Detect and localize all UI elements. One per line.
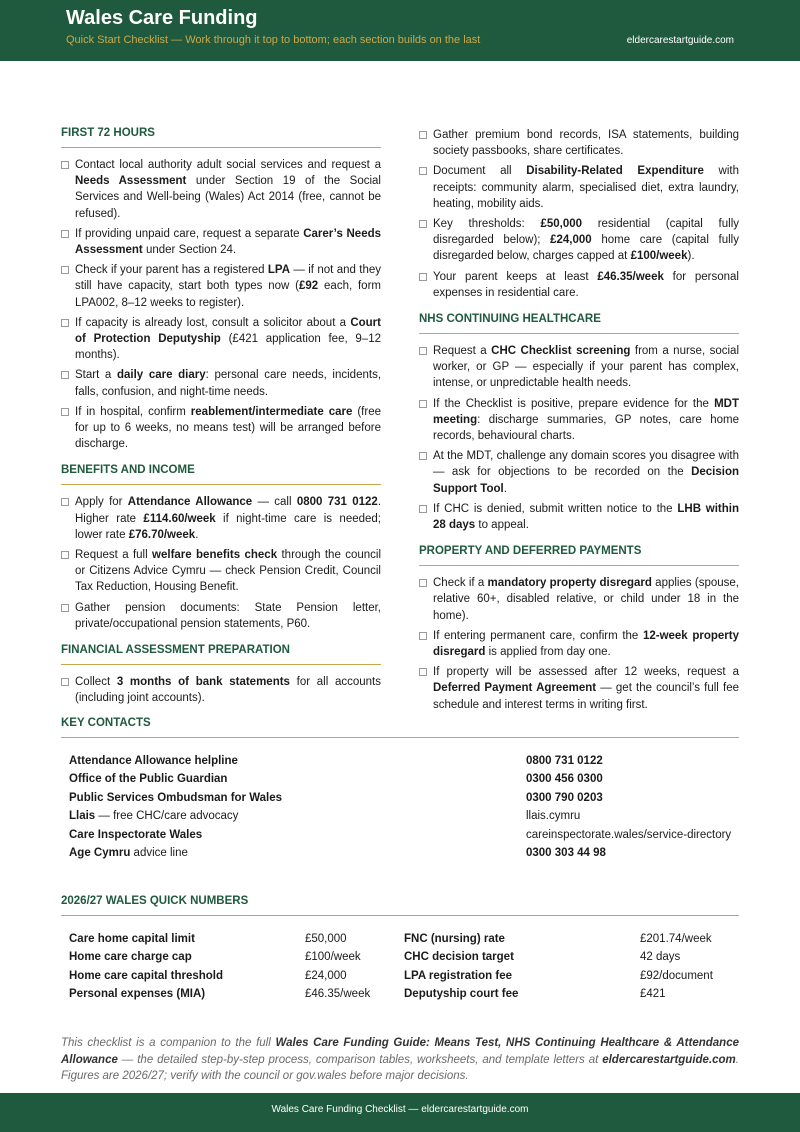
checkbox-icon[interactable] xyxy=(419,400,427,408)
item-emphasis: CHC Checklist screening xyxy=(491,345,631,358)
footnote xyxy=(61,1035,739,1085)
checklist-section xyxy=(419,545,739,713)
item-emphasis: reablement/intermediate care xyxy=(190,405,353,418)
contact-name xyxy=(69,770,526,788)
item-text: If providing unpaid care, request a separate xyxy=(75,227,304,240)
item-emphasis: LPA xyxy=(267,264,291,277)
item-emphasis: welfare benefits check xyxy=(152,549,278,562)
quick-number-label: Home care charge cap xyxy=(69,951,192,964)
item-text: applies (spouse, relative 60+, disabled relative, or child under 18 in the home). xyxy=(433,577,740,622)
checkbox-icon[interactable] xyxy=(61,319,69,327)
item-text: At the MDT, challenge any domain scores you disagree with — ask for objections to be recorded on the xyxy=(433,450,739,479)
quick-number-value: £201.74/week xyxy=(640,933,712,945)
contact-note: — free CHC/care advocacy xyxy=(95,810,239,823)
checklist-section xyxy=(419,313,739,533)
item-text: Gather premium bond records, ISA statements, building society passbooks, share certificates. xyxy=(433,129,739,158)
contact-value[interactable]: 0800 731 0122 xyxy=(526,755,603,767)
item-text: home care (capital fully disregarded below, charges capped at xyxy=(433,234,739,263)
item-text: for all accounts (including joint accounts). xyxy=(75,676,381,705)
checkbox-icon[interactable] xyxy=(419,220,427,228)
item-text: ). xyxy=(687,250,695,263)
checklist-item xyxy=(419,396,739,445)
item-text: (free for up to 6 weeks, no means test) will be arranged before discharge. xyxy=(75,405,381,451)
quick-number-value: 42 days xyxy=(640,951,681,964)
contact-row xyxy=(61,807,739,825)
checkbox-icon[interactable] xyxy=(419,452,427,460)
item-text: : discharge summaries, GP notes, care home records, behavioural charts. xyxy=(433,413,739,443)
quick-number-label: Home care capital threshold xyxy=(69,969,224,982)
item-text: : personal care needs, incidents, falls, confusion, and night-time needs. xyxy=(75,369,382,398)
item-text: — if not and they still have capacity, start both types now ( xyxy=(75,264,381,293)
item-text: each, form LPA002, 8–12 weeks to register). xyxy=(75,280,381,309)
checkbox-icon[interactable] xyxy=(419,668,427,676)
quick-numbers-left xyxy=(69,930,404,1004)
section-heading: FIRST 72 HOURS xyxy=(61,127,381,148)
checklist-item xyxy=(61,262,381,311)
contact-name xyxy=(69,826,526,844)
section-heading: PROPERTY AND DEFERRED PAYMENTS xyxy=(419,545,739,566)
checklist-item xyxy=(61,494,381,543)
item-text: under Section 24. xyxy=(142,244,237,257)
item-text: Apply for xyxy=(75,496,128,509)
item-emphasis: Deferred Payment Agreement xyxy=(433,682,597,695)
quick-number-value: £421 xyxy=(640,988,666,1001)
item-text: through the council or Citizens Advice Cymru — check Pension Credit, Council Tax Reduction, Housing Benefit. xyxy=(75,549,381,594)
item-text: — get the council’s full fee schedule and interest terms in writing first. xyxy=(433,682,739,711)
checklist-item xyxy=(419,575,739,624)
item-emphasis: Court of Protection Deputyship xyxy=(75,316,381,346)
page-header xyxy=(0,0,800,61)
contact-value[interactable]: 0300 790 0203 xyxy=(526,791,603,804)
checkbox-icon[interactable] xyxy=(419,505,427,513)
item-text: . xyxy=(195,528,199,541)
contact-row xyxy=(61,770,739,788)
checklist-item xyxy=(419,664,739,713)
item-emphasis: LHB within 28 days xyxy=(433,502,740,532)
item-emphasis: Decision Support Tool xyxy=(433,466,739,495)
page-footer xyxy=(0,1093,800,1132)
quick-number-label: Personal expenses (MIA) xyxy=(69,988,206,1001)
checkbox-icon[interactable] xyxy=(61,408,69,416)
item-text: If entering permanent care, confirm the xyxy=(433,629,643,642)
quick-number-value: £92/document xyxy=(640,969,713,982)
checklist-item xyxy=(61,674,381,706)
item-emphasis: £76.70/week xyxy=(128,528,196,541)
checklist-item xyxy=(61,404,381,453)
item-emphasis: Disability-Related Expenditure xyxy=(526,165,704,178)
quick-number-value: £100/week xyxy=(305,951,361,964)
quick-numbers-section xyxy=(61,895,739,1004)
item-text: Check if your parent has a registered xyxy=(75,264,268,277)
quick-number-value: £46.35/week xyxy=(305,988,371,1001)
item-emphasis: £24,000 xyxy=(550,234,592,247)
section-heading: FINANCIAL ASSESSMENT PREPARATION xyxy=(61,644,381,665)
checkbox-icon[interactable] xyxy=(419,273,427,281)
checklist-section xyxy=(61,644,381,706)
contact-row xyxy=(61,789,739,807)
checklist-item xyxy=(419,269,739,301)
item-emphasis: 12-week property disregard xyxy=(433,629,739,659)
contact-row xyxy=(61,826,739,844)
checkbox-icon[interactable] xyxy=(61,551,69,559)
item-emphasis: £100/week xyxy=(630,250,688,263)
quick-number-row xyxy=(69,967,404,985)
contact-note: advice line xyxy=(130,847,188,860)
quick-number-label: FNC (nursing) rate xyxy=(404,933,505,945)
item-emphasis: 0800 731 0122 xyxy=(296,496,378,509)
contact-name xyxy=(69,807,526,825)
item-text: Request a xyxy=(433,345,492,358)
checklist-item xyxy=(61,600,381,632)
quick-numbers-right xyxy=(404,930,739,1004)
item-text: Document all xyxy=(433,165,527,178)
item-emphasis: mandatory property disregard xyxy=(487,577,652,590)
item-emphasis: Attendance Allowance xyxy=(127,496,253,509)
quick-number-row xyxy=(69,948,404,966)
item-text: If property will be assessed after 12 weeks, request a xyxy=(433,666,739,679)
item-text: If capacity is already lost, consult a solicitor about a xyxy=(75,316,351,329)
checkbox-icon[interactable] xyxy=(61,161,69,169)
footnote-text: This checklist is a companion to the full xyxy=(61,1037,276,1049)
checklist-item xyxy=(419,163,739,212)
contact-name xyxy=(69,752,526,770)
page-title: Wales Care Funding xyxy=(66,7,258,29)
checklist-item xyxy=(61,157,381,222)
checkbox-icon[interactable] xyxy=(419,347,427,355)
footnote-text: . Figures are 2026/27; verify with the council or gov.wales before major decisions. xyxy=(61,1053,739,1083)
quick-number-row xyxy=(404,985,739,1003)
item-text: (£421 application fee, 9–12 months). xyxy=(75,333,381,362)
item-emphasis: £50,000 xyxy=(540,218,583,231)
quick-number-row xyxy=(69,930,404,948)
contact-value[interactable]: llais.cymru xyxy=(526,810,581,823)
header-site-link[interactable]: eldercarestartguide.com xyxy=(626,35,734,46)
checklist-section xyxy=(61,127,381,452)
checklist-item xyxy=(419,127,739,159)
footnote-text: — the detailed step-by-step process, comparison tables, worksheets, and template letters at xyxy=(117,1053,603,1066)
quick-number-row xyxy=(404,948,739,966)
key-contacts-section xyxy=(61,717,739,862)
item-text: Gather pension documents: State Pension letter, private/occupational pension statements, P60. xyxy=(75,601,381,630)
checkbox-icon[interactable] xyxy=(419,131,427,139)
item-text: If CHC is denied, submit written notice to the xyxy=(433,502,678,515)
item-text: Contact local authority adult social services and request a xyxy=(75,159,381,171)
section-heading: KEY CONTACTS xyxy=(61,717,739,738)
contact-name xyxy=(69,844,526,862)
contacts-table xyxy=(61,752,739,862)
contact-name-text: Public Services Ombudsman for Wales xyxy=(69,791,283,804)
item-text: Key thresholds: xyxy=(433,218,541,231)
quick-number-label: Deputyship court fee xyxy=(404,988,519,1001)
item-emphasis: £92 xyxy=(299,280,319,293)
item-text: with receipts: community alarm, specialised diet, extra laundry, heating, mobility aids. xyxy=(433,165,739,210)
checkbox-icon[interactable] xyxy=(61,230,69,238)
item-text: Your parent keeps at least xyxy=(433,270,598,283)
contact-value[interactable]: careinspectorate.wales/service-directory xyxy=(526,828,732,841)
guide-title: Wales Care Funding Guide: Means Test, NHS Continuing Healthcare & Attendance Allowance xyxy=(61,1037,740,1066)
contact-row xyxy=(61,752,739,770)
checklist-right-column xyxy=(419,127,739,725)
page-subtitle: Quick Start Checklist — Work through it top to bottom; each section builds on the last xyxy=(66,34,481,46)
checkbox-icon[interactable] xyxy=(61,678,69,686)
checklist-item xyxy=(419,343,739,392)
checkbox-icon[interactable] xyxy=(61,498,69,506)
item-emphasis: Needs Assessment xyxy=(75,175,187,188)
checkbox-icon[interactable] xyxy=(61,604,69,612)
checklist-item xyxy=(61,367,381,399)
quick-number-row xyxy=(404,930,739,948)
contact-name-text: Llais xyxy=(69,810,96,823)
quick-number-label: Care home capital limit xyxy=(69,933,195,945)
quick-number-value: £24,000 xyxy=(305,969,347,982)
item-emphasis: £46.35/week xyxy=(597,270,664,283)
item-text: to appeal. xyxy=(475,519,529,532)
quick-number-row xyxy=(404,967,739,985)
quick-numbers-table xyxy=(61,930,739,1004)
checklist-item xyxy=(419,448,739,497)
checklist-item xyxy=(61,547,381,596)
contact-name-text: Office of the Public Guardian xyxy=(69,773,228,786)
item-emphasis: £114.60/week xyxy=(143,512,216,525)
footer-text: Wales Care Funding Checklist — eldercarestartguide.com xyxy=(271,1104,529,1115)
contact-row xyxy=(61,844,739,862)
item-text: If the Checklist is positive, prepare evidence for the xyxy=(433,397,715,410)
checklist-item xyxy=(419,501,739,533)
contact-name-text: Care Inspectorate Wales xyxy=(69,828,203,841)
section-heading: BENEFITS AND INCOME xyxy=(61,464,381,485)
quick-number-row xyxy=(69,985,404,1003)
contact-name-text: Age Cymru xyxy=(69,847,131,860)
checkbox-icon[interactable] xyxy=(61,266,69,274)
contact-value[interactable]: 0300 456 0300 xyxy=(526,773,603,786)
checkbox-icon[interactable] xyxy=(419,579,427,587)
item-emphasis: 3 months of bank statements xyxy=(116,676,290,689)
checklist-section xyxy=(61,464,381,632)
checkbox-icon[interactable] xyxy=(419,632,427,640)
checkbox-icon[interactable] xyxy=(61,371,69,379)
item-text: is applied from day one. xyxy=(485,646,611,659)
quick-number-label: CHC decision target xyxy=(404,951,514,964)
checklist-item xyxy=(61,315,381,364)
item-text: Collect xyxy=(75,676,117,689)
item-emphasis: daily care diary xyxy=(116,369,206,382)
item-text: residential (capital fully disregarded below); xyxy=(433,218,739,247)
footnote-site-link[interactable]: eldercarestartguide.com xyxy=(602,1053,736,1066)
checklist-left-column xyxy=(61,127,381,718)
item-text: . Higher rate xyxy=(75,496,382,525)
quick-number-value: £50,000 xyxy=(305,933,347,945)
item-text: — call xyxy=(252,496,297,509)
item-text: Request a full xyxy=(75,549,153,562)
item-text: from a nurse, social worker, or GP — especially if your parent has complex, intense, or unpredictable health needs. xyxy=(433,345,739,390)
item-text: . xyxy=(503,482,507,495)
item-text: If in hospital, confirm xyxy=(75,405,191,418)
checklist-item xyxy=(419,216,739,265)
item-text: Check if a xyxy=(433,577,488,590)
checklist-item xyxy=(61,226,381,258)
contact-value[interactable]: 0300 303 44 98 xyxy=(526,847,606,860)
item-text: for personal expenses in residential care. xyxy=(433,270,739,299)
item-text: Start a xyxy=(75,369,117,382)
checklist-section xyxy=(419,127,739,301)
quick-number-label: LPA registration fee xyxy=(404,969,512,982)
contact-name-text: Attendance Allowance helpline xyxy=(69,755,238,767)
item-text: under Section 19 of the Social Services and Well-being (Wales) Act 2014 (free, cannot be refused). xyxy=(75,175,381,220)
section-heading: 2026/27 WALES QUICK NUMBERS xyxy=(61,895,739,916)
section-heading: NHS CONTINUING HEALTHCARE xyxy=(419,313,739,334)
item-emphasis: Carer’s Needs Assessment xyxy=(75,227,382,257)
contact-name xyxy=(69,789,526,807)
item-emphasis: MDT meeting xyxy=(433,397,739,426)
item-text: if night-time care is needed; lower rate xyxy=(75,512,381,541)
checkbox-icon[interactable] xyxy=(419,167,427,175)
checklist-item xyxy=(419,628,739,660)
